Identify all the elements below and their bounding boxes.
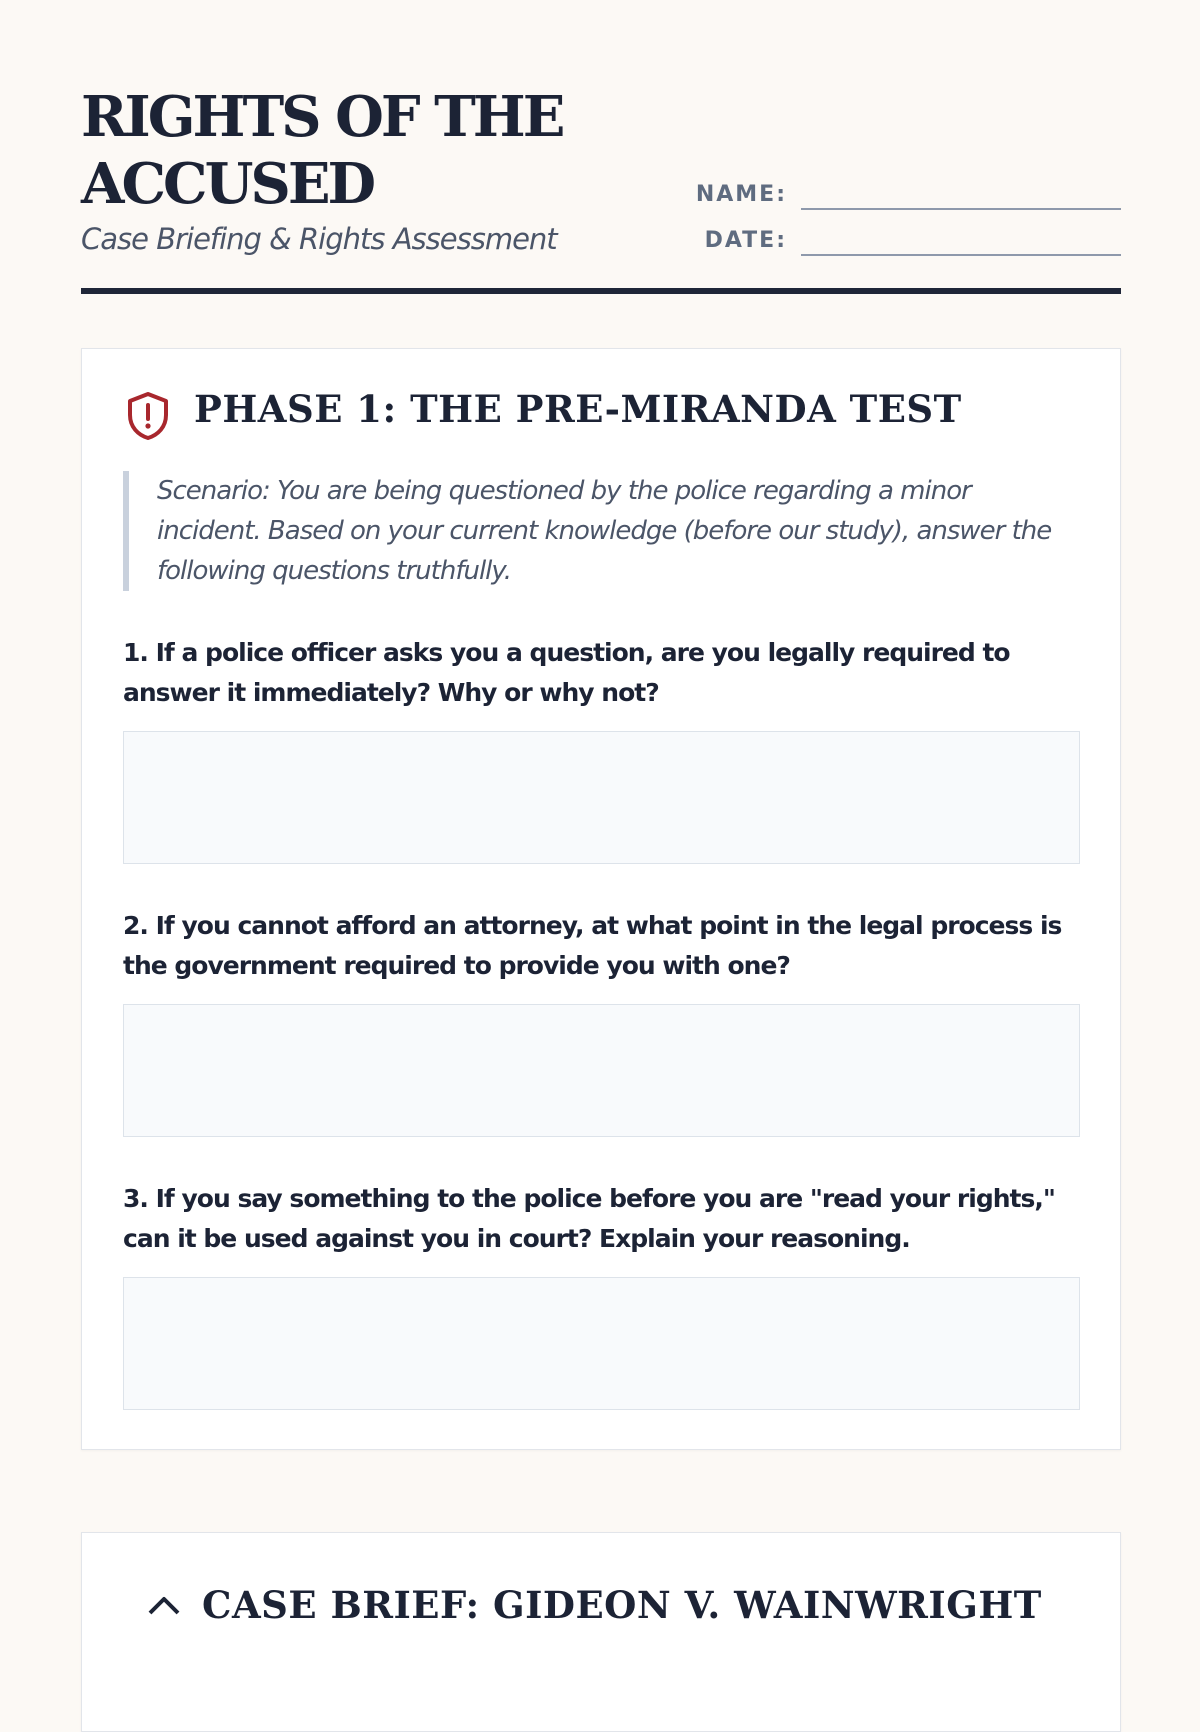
answer-box-1[interactable] (123, 731, 1080, 864)
date-input-line[interactable] (801, 254, 1121, 256)
question-3: 3. If you say something to the police before you are "read your rights," can it be used against you in court? Explain your reasoning. (123, 1184, 1055, 1253)
scenario-text: Scenario: You are being questioned by the police regarding a minor incident. Based on your current knowledge (before our study), answer the following questions truthfully. (123, 471, 1078, 591)
worksheet-header (81, 84, 1121, 294)
case-brief-title: CASE BRIEF: GIDEON V. WAINWRIGHT (202, 1583, 1042, 1627)
question-1: 1. If a police officer asks you a question, are you legally required to answer it immediately? Why or why not? (123, 638, 1010, 707)
name-input-line[interactable] (801, 208, 1121, 210)
name-field-row (691, 178, 1121, 214)
case-brief-card (81, 1532, 1121, 1732)
question-2: 2. If you cannot afford an attorney, at what point in the legal process is the government required to provide you with one? (123, 911, 1062, 980)
date-field-row (691, 224, 1121, 260)
phase-1-card (81, 348, 1121, 1450)
phase-1-title: PHASE 1: THE PRE-MIRANDA TEST (194, 387, 962, 431)
name-label: NAME: (695, 182, 787, 207)
worksheet-subtitle: Case Briefing & Rights Assessment (81, 222, 557, 256)
date-label: DATE: (704, 228, 787, 253)
answer-box-2[interactable] (123, 1004, 1080, 1137)
worksheet-title (81, 84, 562, 218)
title-line-1: RIGHTS OF THE (81, 84, 563, 150)
shield-alert-icon (126, 391, 170, 441)
answer-box-3[interactable] (123, 1277, 1080, 1410)
gavel-icon (144, 1591, 184, 1631)
title-line-2: ACCUSED (81, 151, 374, 217)
